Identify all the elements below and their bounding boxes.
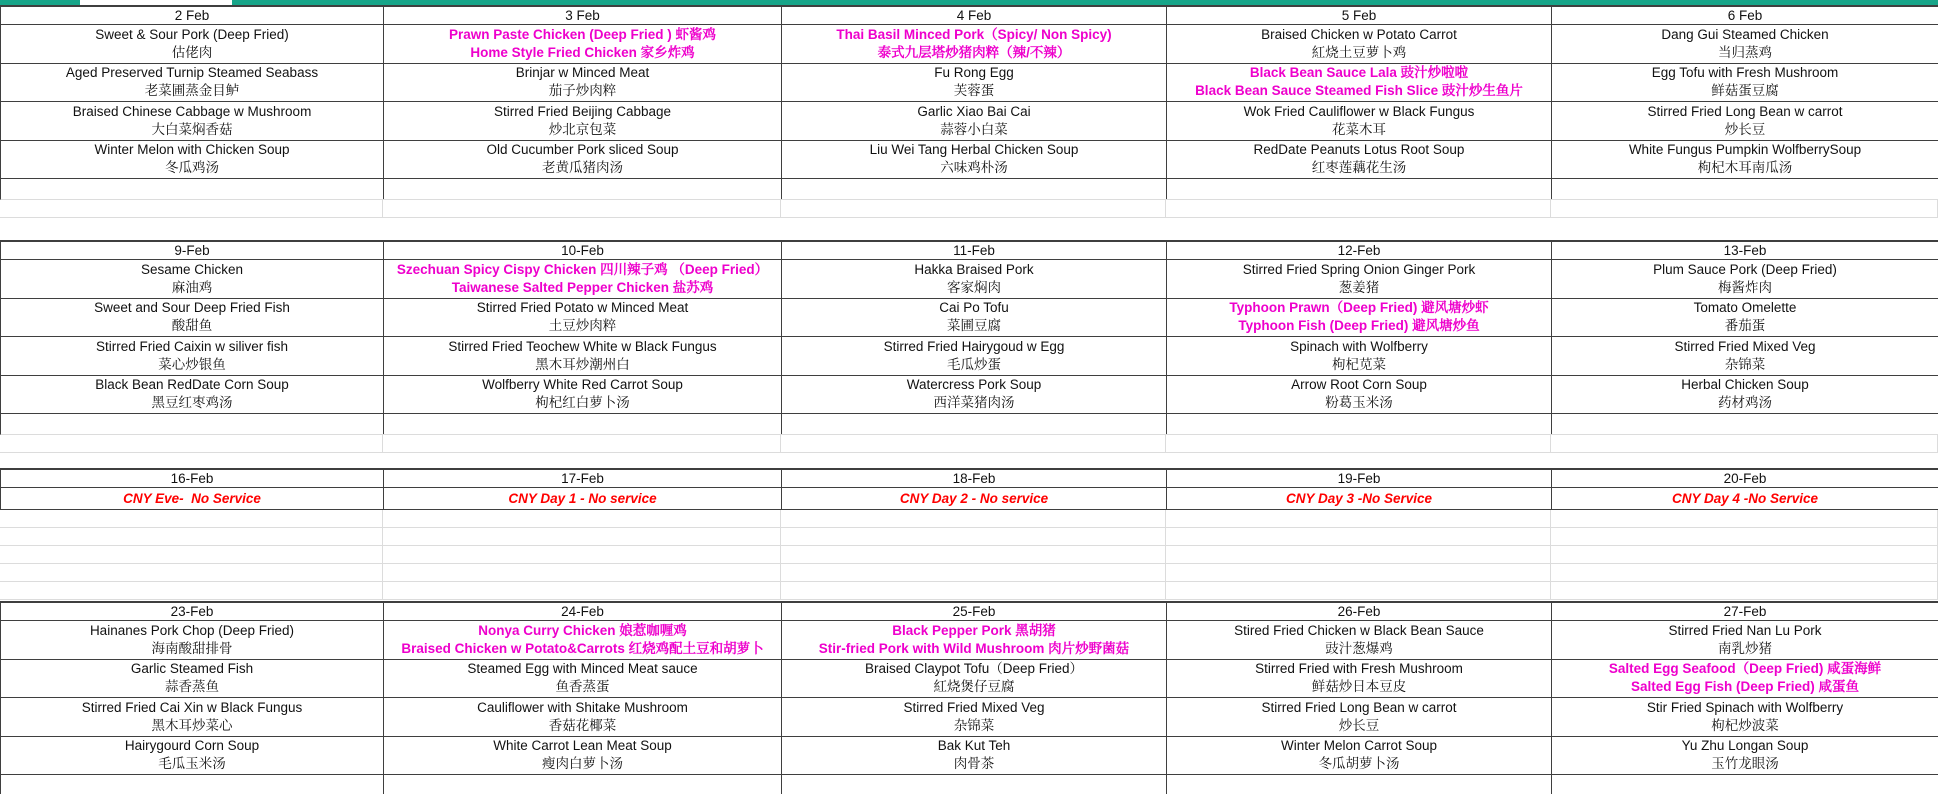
dish-cell[interactable]	[1167, 141, 1552, 179]
dish-line-chinese: 炒长豆	[1724, 121, 1766, 137]
empty-cell[interactable]	[383, 435, 781, 452]
date-header-cell[interactable]: 9-Feb	[1, 242, 384, 259]
empty-cell[interactable]	[383, 200, 781, 217]
dish-line-chinese: 枸杞木耳南瓜汤	[1697, 160, 1793, 176]
dish-line-chinese: 花菜木耳	[1332, 121, 1386, 137]
dish-line-chinese: 枸杞炒波菜	[1711, 717, 1779, 733]
dish-cell[interactable]	[384, 102, 782, 140]
empty-cell[interactable]	[781, 510, 1166, 527]
dish-line-chinese: 土豆炒肉粹	[548, 318, 617, 334]
dish-cell[interactable]	[384, 376, 782, 414]
dish-cell[interactable]	[1, 25, 384, 63]
dish-line-chinese: 六味鸡朴汤	[940, 160, 1008, 176]
dish-cell[interactable]	[1552, 337, 1938, 375]
dish-line-english: Yu Zhu Longan Soup	[1681, 738, 1809, 754]
dish-line-chinese: 菜心炒银鱼	[158, 356, 226, 372]
empty-cell[interactable]	[383, 510, 781, 527]
dish-line-english: Spinach with Wolfberry	[1290, 338, 1428, 354]
dish-line-chinese: 海南酸甜排骨	[151, 640, 233, 656]
dish-line-english: Stirred Fried Long Bean w carrot	[1261, 699, 1457, 715]
dish-cell[interactable]	[1552, 25, 1938, 63]
empty-cell[interactable]	[782, 775, 1167, 794]
dish-line-chinese: Typhoon Fish (Deep Fried) 避风塘炒鱼	[1238, 318, 1480, 334]
dish-cell[interactable]	[1, 337, 384, 375]
dish-line-chinese: 麻油鸡	[171, 279, 213, 295]
empty-cell[interactable]	[383, 546, 781, 563]
dish-cell[interactable]	[1167, 64, 1552, 102]
dish-cell[interactable]	[1552, 737, 1938, 775]
dish-cell[interactable]	[1552, 102, 1938, 140]
empty-cell[interactable]	[1552, 775, 1938, 794]
dish-cell[interactable]	[782, 737, 1167, 775]
dish-cell[interactable]	[782, 337, 1167, 375]
empty-cell[interactable]	[0, 582, 383, 599]
empty-cell[interactable]	[1166, 546, 1551, 563]
dish-row	[0, 376, 1938, 415]
dish-line-english: Black Bean Sauce Lala 豉汁炒啦啦	[1249, 65, 1469, 81]
dish-cell[interactable]	[782, 260, 1167, 298]
dish-cell[interactable]	[1, 102, 384, 140]
dish-line-chinese: 冬瓜胡萝卜汤	[1318, 756, 1400, 772]
dish-line-chinese: 当归蒸鸡	[1718, 44, 1772, 60]
dish-cell[interactable]	[1552, 660, 1938, 698]
dish-row	[0, 299, 1938, 338]
cny-notice-cell[interactable]: CNY Day 2 - No service	[782, 488, 1167, 509]
date-header-cell[interactable]: 18-Feb	[782, 470, 1167, 487]
empty-cell[interactable]	[1166, 582, 1551, 599]
empty-cell[interactable]	[1, 179, 384, 199]
dish-row	[0, 698, 1938, 737]
dish-line-chinese: 大白菜焖香菇	[151, 121, 233, 137]
empty-cell[interactable]	[1552, 179, 1938, 199]
dish-row	[0, 260, 1938, 299]
cny-notice-cell[interactable]: CNY Day 4 -No Service	[1552, 488, 1938, 509]
empty-cell[interactable]	[1166, 200, 1551, 217]
empty-cell[interactable]	[1166, 510, 1551, 527]
dish-cell[interactable]	[384, 337, 782, 375]
dish-line-chinese: 玉竹龙眼汤	[1711, 756, 1779, 772]
dish-cell[interactable]	[384, 737, 782, 775]
dish-cell[interactable]	[1167, 698, 1552, 736]
empty-cell[interactable]	[782, 414, 1167, 434]
dish-line-english: Braised Claypot Tofu（Deep Fried）	[864, 661, 1084, 677]
dish-line-chinese: 杂锦菜	[1724, 356, 1766, 372]
empty-cell[interactable]	[1, 775, 384, 794]
dish-line-english: Stirred Fried Spring Onion Ginger Pork	[1242, 261, 1476, 277]
dish-cell[interactable]	[782, 102, 1167, 140]
dish-line-english: Stir Fried Spinach with Wolfberry	[1646, 699, 1844, 715]
date-header-cell[interactable]: 25-Feb	[782, 603, 1167, 620]
empty-cell[interactable]	[781, 564, 1166, 581]
dish-line-chinese: 炒长豆	[1338, 717, 1380, 733]
dish-line-chinese: 炒北京包菜	[548, 121, 617, 137]
gridline-row	[0, 200, 1938, 218]
empty-cell[interactable]	[384, 179, 782, 199]
dish-line-chinese: 芙蓉蛋	[953, 83, 995, 99]
empty-cell[interactable]	[1, 414, 384, 434]
dish-line-english: Stirred Fried Mixed Veg	[1674, 338, 1816, 354]
dish-line-english: Stirred Fried Cai Xin w Black Fungus	[81, 699, 303, 715]
dish-line-english: Aged Preserved Turnip Steamed Seabass	[65, 65, 319, 81]
dish-cell[interactable]	[1, 260, 384, 298]
dish-line-english: Herbal Chicken Soup	[1681, 377, 1809, 393]
empty-cell[interactable]	[1551, 528, 1938, 545]
dish-line-english: Bak Kut Teh	[937, 738, 1011, 754]
dish-cell[interactable]	[384, 260, 782, 298]
dish-line-chinese: Stir-fried Pork with Wild Mushroom 肉片炒野菌菇	[818, 640, 1130, 656]
dish-line-chinese: 茄子炒肉粹	[548, 83, 617, 99]
date-header-cell[interactable]: 10-Feb	[384, 242, 782, 259]
dish-line-english: Braised Chinese Cabbage w Mushroom	[72, 103, 312, 119]
dish-line-english: Braised Chicken w Potato Carrot	[1261, 26, 1457, 42]
dish-line-english: Stirred Fried Potato w Minced Meat	[476, 300, 689, 316]
dish-cell[interactable]	[384, 660, 782, 698]
dish-line-english: Nonya Curry Chicken 娘惹咖喱鸡	[478, 622, 687, 638]
dish-line-english: Egg Tofu with Fresh Mushroom	[1651, 65, 1839, 81]
week-block	[0, 5, 1938, 218]
gridline-row	[0, 582, 1938, 600]
empty-cell[interactable]	[1551, 564, 1938, 581]
dish-line-chinese: 毛瓜玉米汤	[158, 756, 226, 772]
dish-line-english: Sesame Chicken	[140, 261, 244, 277]
empty-cell[interactable]	[1551, 200, 1938, 217]
dish-line-chinese: 枸杞苋菜	[1332, 356, 1386, 372]
empty-cell[interactable]	[782, 179, 1167, 199]
gridline-row	[0, 528, 1938, 546]
gridline-row	[0, 435, 1938, 453]
empty-cell-row	[0, 775, 1938, 794]
dish-cell[interactable]	[1, 621, 384, 659]
dish-cell[interactable]	[384, 621, 782, 659]
dish-line-english: Wolfberry White Red Carrot Soup	[482, 377, 683, 393]
empty-cell[interactable]	[781, 200, 1166, 217]
dish-cell[interactable]	[782, 376, 1167, 414]
dish-line-english: Plum Sauce Pork (Deep Fried)	[1653, 261, 1837, 277]
dish-cell[interactable]	[384, 64, 782, 102]
dish-cell[interactable]	[1167, 621, 1552, 659]
dish-line-chinese: 冬瓜鸡汤	[165, 160, 219, 176]
empty-cell[interactable]	[1551, 582, 1938, 599]
dish-line-english: Black Bean RedDate Corn Soup	[95, 377, 289, 393]
dish-cell[interactable]	[1, 660, 384, 698]
empty-cell[interactable]	[1551, 546, 1938, 563]
date-header-cell[interactable]: 5 Feb	[1167, 7, 1552, 24]
date-header-cell[interactable]: 17-Feb	[384, 470, 782, 487]
dish-cell[interactable]	[1, 698, 384, 736]
dish-line-chinese: 客家焖肉	[947, 279, 1001, 295]
empty-cell[interactable]	[1166, 528, 1551, 545]
dish-line-chinese: 鲜菇蛋豆腐	[1711, 83, 1779, 99]
dish-line-chinese: 肉骨茶	[953, 756, 995, 772]
empty-cell[interactable]	[0, 528, 383, 545]
empty-cell[interactable]	[781, 435, 1166, 452]
dish-line-english: Watercress Pork Soup	[906, 377, 1042, 393]
dish-line-english: Wok Fried Cauliflower w Black Fungus	[1243, 103, 1475, 119]
dish-line-english: Garlic Xiao Bai Cai	[917, 103, 1031, 119]
dish-cell[interactable]	[1167, 376, 1552, 414]
dish-line-english: Salted Egg Seafood（Deep Fried) 咸蛋海鲜	[1608, 661, 1882, 677]
dish-line-chinese: 红枣莲藕花生汤	[1311, 160, 1407, 176]
dish-cell[interactable]	[782, 299, 1167, 337]
dish-line-chinese: 粉葛玉米汤	[1325, 395, 1393, 411]
dish-line-chinese: 菜圃豆腐	[947, 318, 1001, 334]
dish-line-chinese: 鱼香蒸蛋	[555, 679, 610, 695]
dish-cell[interactable]	[384, 25, 782, 63]
dish-line-chinese: 蒜香蒸鱼	[165, 679, 219, 695]
dish-line-chinese: Taiwanese Salted Pepper Chicken 盐苏鸡	[451, 279, 714, 295]
dish-line-chinese: 黑木耳炒潮州白	[535, 356, 630, 372]
week-block	[0, 601, 1938, 794]
dish-line-english: Hakka Braised Pork	[914, 261, 1034, 277]
dish-cell[interactable]	[1552, 141, 1938, 179]
dish-cell[interactable]	[384, 299, 782, 337]
date-header-cell[interactable]: 20-Feb	[1552, 470, 1938, 487]
empty-cell[interactable]	[781, 546, 1166, 563]
dish-cell[interactable]	[782, 141, 1167, 179]
date-header-cell[interactable]: 6 Feb	[1552, 7, 1938, 24]
gridline-row	[0, 510, 1938, 528]
dish-row	[0, 64, 1938, 103]
cny-notice-cell[interactable]: CNY Eve- No Service	[1, 488, 384, 509]
cny-notice-cell[interactable]: CNY Day 1 - No service	[384, 488, 782, 509]
dish-cell[interactable]	[1167, 737, 1552, 775]
dish-row	[0, 141, 1938, 180]
cny-notice-cell[interactable]: CNY Day 3 -No Service	[1167, 488, 1552, 509]
date-header-cell[interactable]: 13-Feb	[1552, 242, 1938, 259]
dish-line-english: Steamed Egg with Minced Meat sauce	[467, 661, 698, 677]
dish-line-english: Stirred Fried Hairygoud w Egg	[883, 338, 1065, 354]
date-header-cell[interactable]: 11-Feb	[782, 242, 1167, 259]
dish-line-english: Stirred Fried with Fresh Mushroom	[1255, 661, 1463, 677]
dish-line-english: Stirred Fried Caixin w siliver fish	[95, 338, 289, 354]
dish-cell[interactable]	[1, 141, 384, 179]
dish-line-chinese: 估佬肉	[171, 44, 213, 60]
empty-cell[interactable]	[0, 200, 383, 217]
dish-cell[interactable]	[384, 141, 782, 179]
dish-cell[interactable]	[782, 64, 1167, 102]
empty-cell[interactable]	[383, 564, 781, 581]
empty-cell[interactable]	[0, 546, 383, 563]
dish-line-chinese: 黑豆红枣鸡汤	[151, 395, 233, 411]
dish-line-english: Stirred Fried Teochew White w Black Fungus	[448, 338, 717, 354]
dish-line-english: Stirred Fried Mixed Veg	[903, 699, 1045, 715]
date-header-row	[0, 240, 1938, 260]
dish-cell[interactable]	[1552, 376, 1938, 414]
date-header-cell[interactable]: 24-Feb	[384, 603, 782, 620]
date-header-cell[interactable]: 26-Feb	[1167, 603, 1552, 620]
dish-line-chinese: 瘦肉白萝卜汤	[542, 756, 623, 772]
dish-line-chinese: Salted Egg Fish (Deep Fried) 咸蛋鱼	[1630, 679, 1860, 695]
dish-line-chinese: 杂锦菜	[953, 717, 995, 733]
dish-line-chinese: 泰式九层塔炒猪肉粹（辣/不辣）	[877, 44, 1071, 60]
dish-cell[interactable]	[782, 25, 1167, 63]
dish-cell[interactable]	[1167, 25, 1552, 63]
empty-cell[interactable]	[384, 414, 782, 434]
dish-row	[0, 621, 1938, 660]
date-header-cell[interactable]: 19-Feb	[1167, 470, 1552, 487]
dish-line-chinese: 西洋菜猪肉汤	[933, 395, 1015, 411]
dish-cell[interactable]	[1552, 621, 1938, 659]
empty-cell[interactable]	[384, 775, 782, 794]
empty-cell[interactable]	[781, 528, 1166, 545]
dish-line-english: Stired Fried Chicken w Black Bean Sauce	[1234, 622, 1484, 638]
date-header-cell[interactable]: 16-Feb	[1, 470, 384, 487]
dish-cell[interactable]	[1167, 299, 1552, 337]
dish-line-english: Brinjar w Minced Meat	[515, 65, 650, 81]
week-block	[0, 240, 1938, 453]
date-header-cell[interactable]: 12-Feb	[1167, 242, 1552, 259]
dish-line-english: Old Cucumber Pork sliced Soup	[486, 142, 679, 158]
dish-line-chinese: 黑木耳炒菜心	[151, 717, 233, 733]
dish-row	[0, 737, 1938, 776]
date-header-cell[interactable]: 23-Feb	[1, 603, 384, 620]
dish-line-chinese: 蒜蓉小白菜	[940, 121, 1008, 137]
dish-line-chinese: 南乳炒猪	[1718, 640, 1772, 656]
dish-line-chinese: 豉汁葱爆鸡	[1325, 640, 1393, 656]
empty-cell[interactable]	[1167, 414, 1552, 434]
dish-row	[0, 337, 1938, 376]
dish-line-chinese: 毛瓜炒蛋	[947, 356, 1001, 372]
dish-cell[interactable]	[1167, 102, 1552, 140]
empty-cell[interactable]	[1552, 414, 1938, 434]
dish-line-english: Liu Wei Tang Herbal Chicken Soup	[869, 142, 1079, 158]
empty-cell[interactable]	[0, 435, 383, 452]
dish-cell[interactable]	[1552, 299, 1938, 337]
dish-line-english: Szechuan Spicy Cispy Chicken 四川辣子鸡 （Deep Fried）	[396, 261, 769, 277]
empty-cell[interactable]	[1551, 510, 1938, 527]
dish-line-chinese: 鲜菇炒日本豆皮	[1311, 679, 1407, 695]
dish-line-english: Stirred Fried Beijing Cabbage	[493, 103, 672, 119]
dish-line-chinese: 老黄瓜猪肉汤	[542, 160, 623, 176]
dish-line-chinese: 梅酱炸肉	[1718, 279, 1772, 295]
dish-line-chinese: 香菇花椰菜	[548, 717, 617, 733]
dish-line-english: RedDate Peanuts Lotus Root Soup	[1253, 142, 1465, 158]
dish-line-chinese: 酸甜鱼	[171, 318, 213, 334]
dish-cell[interactable]	[782, 660, 1167, 698]
date-header-row	[0, 601, 1938, 621]
dish-line-english: Prawn Paste Chicken (Deep Fried ) 虾酱鸡	[448, 26, 717, 42]
dish-line-english: Winter Melon Carrot Soup	[1280, 738, 1438, 754]
date-header-row	[0, 5, 1938, 25]
date-header-cell[interactable]: 2 Feb	[1, 7, 384, 24]
dish-line-english: Stirred Fried Nan Lu Pork	[1668, 622, 1822, 638]
empty-cell[interactable]	[383, 528, 781, 545]
dish-line-english: Arrow Root Corn Soup	[1291, 377, 1427, 393]
dish-line-chinese: Braised Chicken w Potato&Carrots 红烧鸡配土豆和胡萝卜	[401, 640, 764, 656]
date-header-row	[0, 468, 1938, 488]
dish-line-english: Sweet and Sour Deep Fried Fish	[94, 300, 290, 316]
week-block	[0, 468, 1938, 600]
dish-line-chinese: 药材鸡汤	[1718, 395, 1772, 411]
dish-cell[interactable]	[1, 737, 384, 775]
dish-line-chinese: 枸杞红白萝卜汤	[535, 395, 630, 411]
dish-line-english: White Carrot Lean Meat Soup	[493, 738, 672, 754]
dish-line-chinese: 紅烧土豆萝卜鸡	[1311, 44, 1407, 60]
dish-line-english: Black Pepper Pork 黑胡猪	[892, 622, 1056, 638]
gridline-row	[0, 546, 1938, 564]
empty-cell[interactable]	[1167, 179, 1552, 199]
dish-line-chinese: 葱姜猪	[1338, 279, 1380, 295]
dish-cell[interactable]	[1167, 337, 1552, 375]
dish-cell[interactable]	[384, 698, 782, 736]
dish-line-english: Cauliflower with Shitake Mushroom	[477, 699, 688, 715]
empty-cell[interactable]	[383, 582, 781, 599]
dish-line-chinese: Home Style Fried Chicken 家乡炸鸡	[470, 44, 695, 60]
dish-line-english: Sweet & Sour Pork (Deep Fried)	[95, 26, 289, 42]
dish-line-chinese: 紅烧煲仔豆腐	[933, 679, 1015, 695]
dish-line-english: Fu Rong Egg	[934, 65, 1014, 81]
dish-line-chinese: Black Bean Sauce Steamed Fish Slice 豉汁炒生鱼片	[1195, 83, 1523, 99]
empty-cell[interactable]	[1166, 564, 1551, 581]
dish-line-english: Stirred Fried Long Bean w carrot	[1647, 103, 1843, 119]
dish-line-english: Tomato Omelette	[1693, 300, 1797, 316]
dish-line-chinese: 老菜圃蒸金目鲈	[144, 83, 240, 99]
dish-line-english: Dang Gui Steamed Chicken	[1661, 26, 1829, 42]
empty-cell[interactable]	[1551, 435, 1938, 452]
dish-cell[interactable]	[1167, 260, 1552, 298]
empty-cell[interactable]	[781, 582, 1166, 599]
dish-cell[interactable]	[1552, 260, 1938, 298]
dish-cell[interactable]	[1167, 660, 1552, 698]
dish-cell[interactable]	[1, 376, 384, 414]
dish-row	[0, 25, 1938, 64]
date-header-cell[interactable]: 3 Feb	[384, 7, 782, 24]
cny-notice-row	[0, 488, 1938, 510]
empty-cell[interactable]	[1166, 435, 1551, 452]
empty-cell-row	[0, 414, 1938, 435]
dish-cell[interactable]	[1, 64, 384, 102]
date-header-cell[interactable]: 27-Feb	[1552, 603, 1938, 620]
dish-cell[interactable]	[1, 299, 384, 337]
dish-line-english: Hairygourd Corn Soup	[124, 738, 260, 754]
dish-line-english: Winter Melon with Chicken Soup	[94, 142, 290, 158]
empty-cell-row	[0, 179, 1938, 200]
dish-line-english: Typhoon Prawn（Deep Fried) 避风塘炒虾	[1229, 300, 1489, 316]
dish-line-english: Garlic Steamed Fish	[130, 661, 254, 677]
dish-row	[0, 102, 1938, 141]
dish-line-english: Cai Po Tofu	[939, 300, 1009, 316]
empty-cell[interactable]	[1167, 775, 1552, 794]
gridline-row	[0, 564, 1938, 582]
dish-cell[interactable]	[1552, 698, 1938, 736]
dish-cell[interactable]	[782, 698, 1167, 736]
dish-row	[0, 660, 1938, 699]
dish-cell[interactable]	[782, 621, 1167, 659]
date-header-cell[interactable]: 4 Feb	[782, 7, 1167, 24]
dish-line-english: White Fungus Pumpkin WolfberrySoup	[1628, 142, 1862, 158]
dish-line-english: Hainanes Pork Chop (Deep Fried)	[89, 622, 295, 638]
dish-line-english: Thai Basil Minced Pork（Spicy/ Non Spicy)	[836, 26, 1112, 42]
empty-cell[interactable]	[0, 564, 383, 581]
empty-cell[interactable]	[0, 510, 383, 527]
dish-line-chinese: 番茄蛋	[1724, 318, 1766, 334]
dish-cell[interactable]	[1552, 64, 1938, 102]
